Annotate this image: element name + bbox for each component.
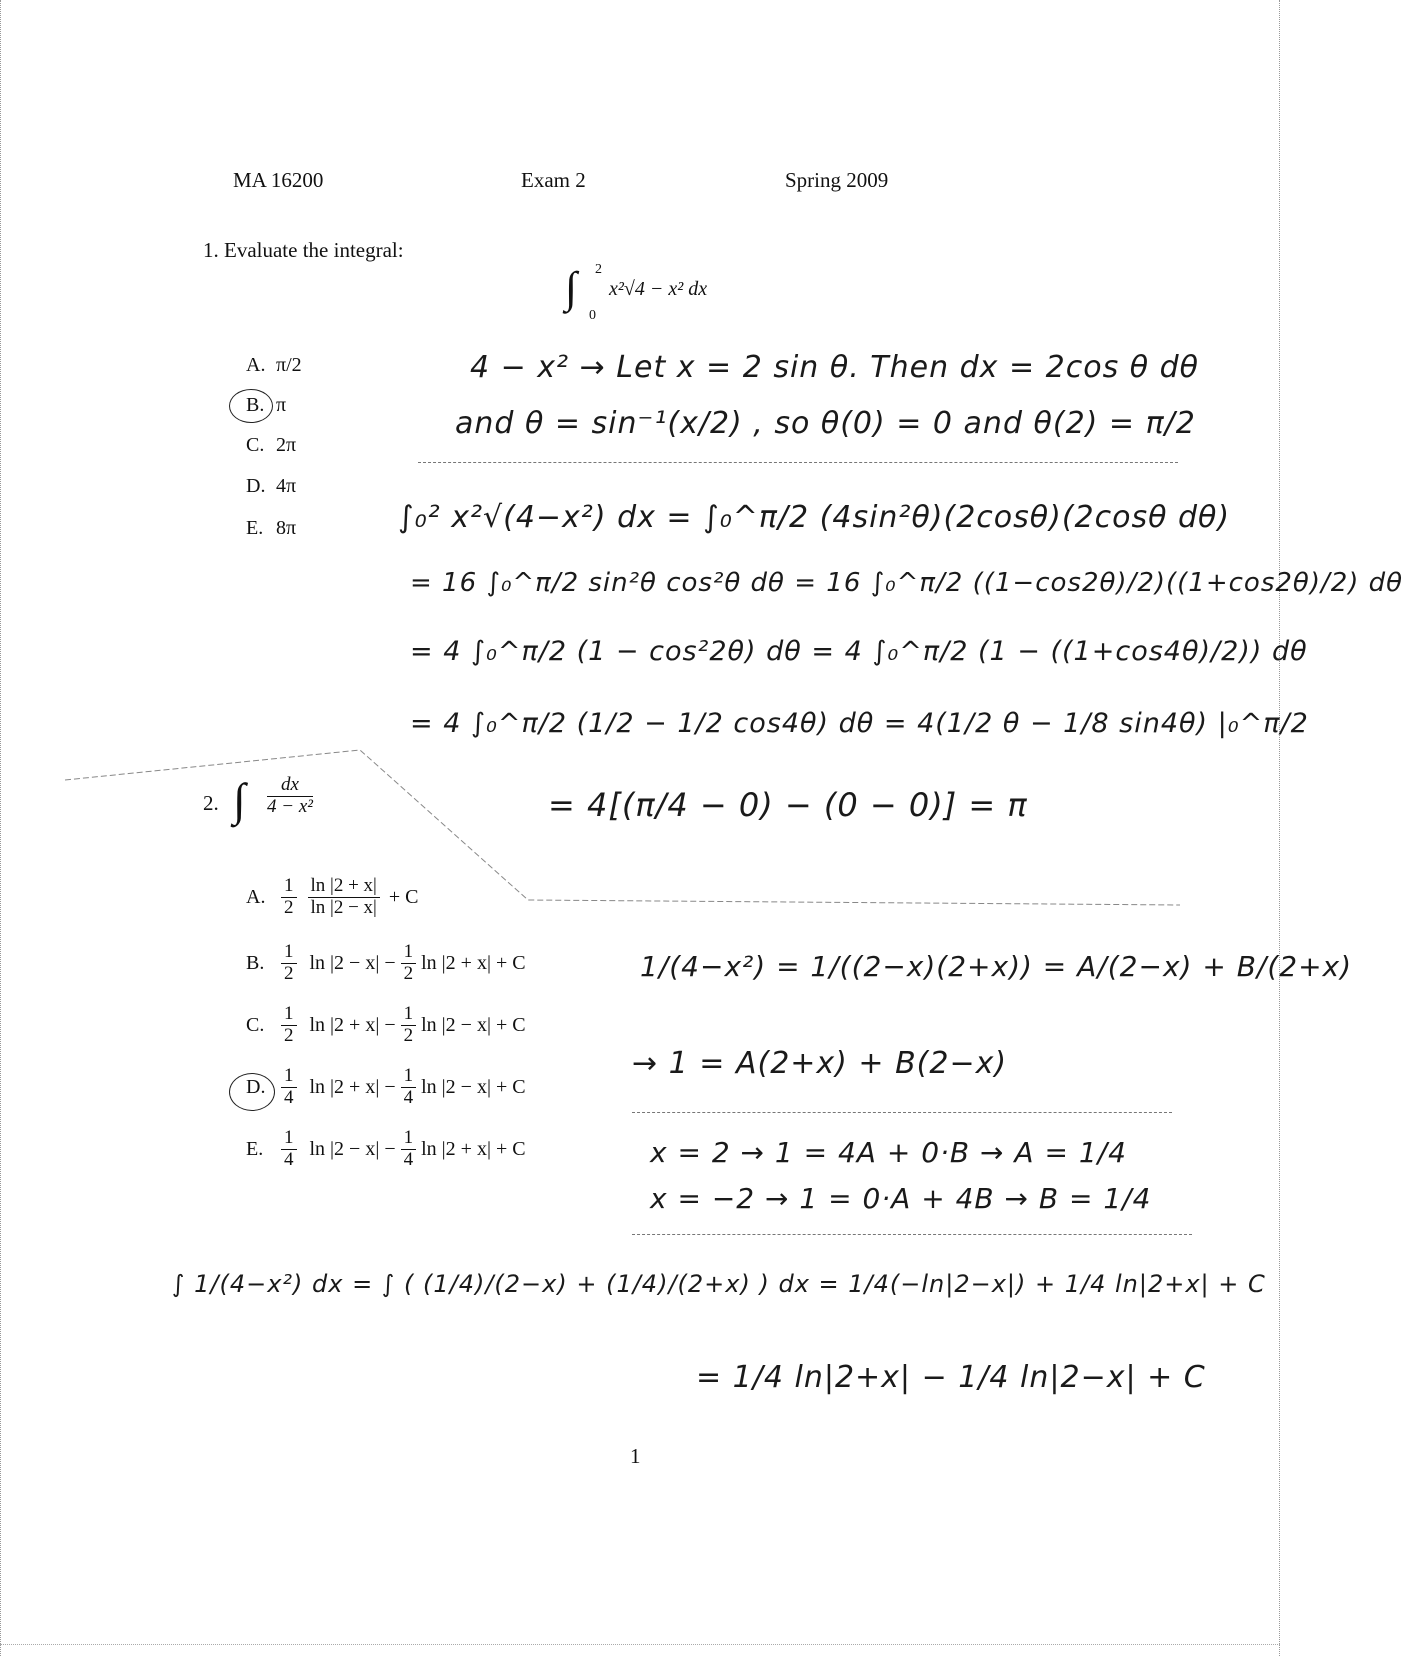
q1-choice-d: D. 4π [246,475,297,497]
q2-choice-e: E. $\frac{1}{4}$ ln |2 − x| − $\frac{1}{4}$ ln |2 + x| + C [246,1127,526,1170]
q1-choice-b: B. π [246,394,287,416]
q2-work-divider-1 [632,1112,1172,1113]
q1-work-line-7: = 4[(π/4 − 0) − (0 − 0)] = π [548,786,1028,824]
q2-work-line-2: → 1 = A(2+x) + B(2−x) [632,1046,1008,1081]
q2-work-divider-2 [632,1234,1192,1235]
q1-work-line-5: = 4 ∫₀^π/2 (1 − cos²2θ) dθ = 4 ∫₀^π/2 (1 − ((1+cos4θ)/2)) dθ [410,636,1308,667]
q1-lower-limit: 0 [589,308,596,323]
exam-term: Spring 2009 [785,168,889,192]
q2-work-line-1: 1/(4−x²) = 1/((2−x)(2+x)) = A/(2−x) + B/(2+x) [640,950,1353,983]
q1-choice-c: C. 2π [246,434,297,456]
exam-title: Exam 2 [521,168,586,192]
q1-choice-a: A. π/2 [246,354,302,376]
q1-integrand: x²√4 − x² dx [609,278,708,300]
q1-work-line-6: = 4 ∫₀^π/2 (1/2 − 1/2 cos4θ) dθ = 4(1/2 θ − 1/8 sin4θ) |₀^π/2 [410,708,1309,739]
q2-answer-circle [229,1073,275,1111]
q2-work-line-3: x = 2 → 1 = 4A + 0·B → A = 1/4 [650,1136,1127,1169]
course-code: MA 16200 [233,168,324,192]
integral-sign: ∫ [565,263,578,312]
q2-choice-c: C. $\frac{1}{2}$ ln |2 + x| − $\frac{1}{2}$ ln |2 − x| + C [246,1003,526,1046]
q2-integrand: $\frac{dx}{\text{4 − x²}}$ [267,774,313,817]
q1-number: 1. [203,238,219,262]
scan-edge-bottom [0,1644,1280,1645]
q2-work-line-5: ∫ 1/(4−x²) dx = ∫ ( (1/4)/(2−x) + (1/4)/(2+x) ) dx = 1/4(−ln|2−x|) + 1/4 ln|2+x| + C [172,1270,1266,1298]
q2-work-line-6: = 1/4 ln|2+x| − 1/4 ln|2−x| + C [696,1360,1206,1395]
q2-choice-d: D. $\frac{1}{4}$ ln |2 + x| − $\frac{1}{4}$ ln |2 − x| + C [246,1065,526,1108]
q1-choice-e: E. 8π [246,517,297,539]
q2-work-line-4: x = −2 → 1 = 0·A + 4B → B = 1/4 [650,1182,1152,1215]
q1-prompt: Evaluate the integral: [224,238,404,262]
q1-work-line-1: 4 − x² → Let x = 2 sin θ. Then dx = 2cos θ dθ [470,350,1200,385]
q1-upper-limit: 2 [595,262,602,277]
q2-choice-a: A. $\frac{1}{2}$ $\frac{\ln |2 + x|}{\ln |2 - x|}$ + C [246,875,419,918]
q2-number: 2. [203,791,219,815]
q1-work-line-2: and θ = sin⁻¹(x/2) , so θ(0) = 0 and θ(2) = π/2 [455,406,1196,441]
page-number: 1 [630,1444,641,1468]
q1-work-line-3: ∫₀² x²√(4−x²) dx = ∫₀^π/2 (4sin²θ)(2cosθ)(2cosθ dθ) [398,500,1231,535]
integral-sign: ∫ [233,774,246,825]
q2-choice-b: B. $\frac{1}{2}$ ln |2 − x| − $\frac{1}{2}$ ln |2 + x| + C [246,941,526,984]
q1-work-line-4: = 16 ∫₀^π/2 sin²θ cos²θ dθ = 16 ∫₀^π/2 ((1−cos2θ)/2)((1+cos2θ)/2) dθ [410,568,1403,598]
